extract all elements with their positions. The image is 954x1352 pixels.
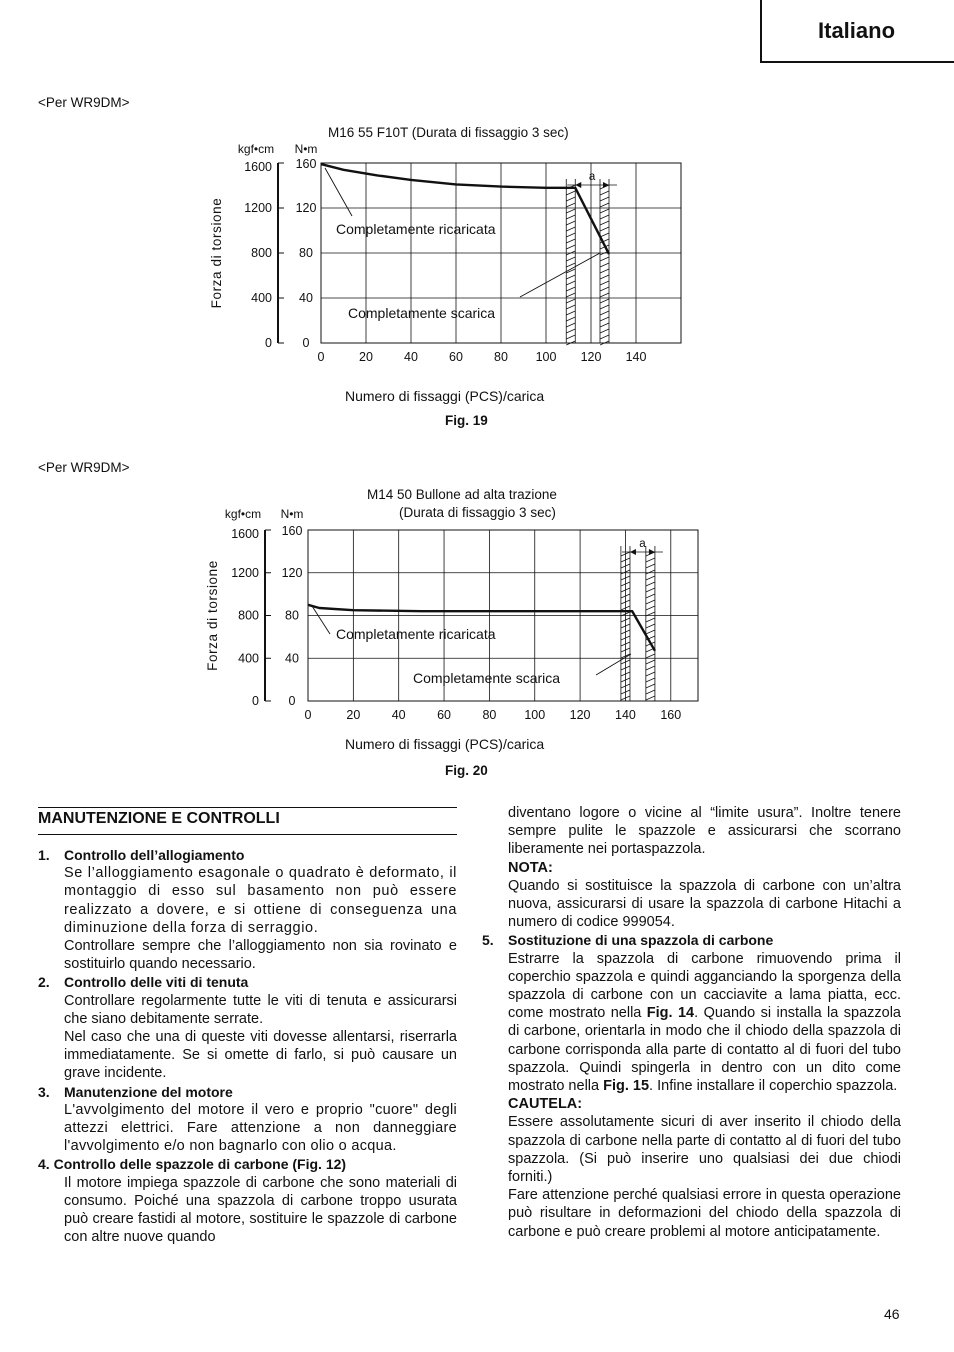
item-paragraph: Nel caso che una di queste viti dovesse allentarsi, riserrarla immediatamente. Se si omette di farlo, si può causare un grave incidente. (64, 1029, 457, 1082)
hatch-stroke (646, 654, 655, 658)
label-fully-discharged: Completamente scarica (348, 305, 496, 321)
item5-text-b: Quando si installa la spazzola di carbone, orientarla in modo che il chiodo della spazzola di carbone corrisponda alla parte di contatto al di fuori del tubo spazzola. Quindi spingerla in dentro con un dito come mostrato nella (508, 1005, 901, 1095)
item-number: 3. (38, 1083, 50, 1100)
y-tick-label-outer: 1200 (231, 565, 259, 580)
x-tick-label: 0 (317, 350, 325, 364)
section-bottom-rule (38, 834, 457, 835)
maintenance-item-4 (38, 1155, 457, 1246)
x-tick-label: 120 (580, 350, 602, 364)
leader-fully-charged (325, 168, 352, 216)
y-tick-label-outer: 1200 (244, 201, 272, 215)
hatch-stroke (600, 269, 609, 273)
hatch-stroke (646, 660, 655, 664)
chart-title: M14 50 Bullone ad alta trazione (367, 487, 557, 502)
item-paragraph: Il motore impiega spazzole di carbone che sono materiali di consumo. Poiché una spazzola di carbone troppo usurata può creare fastidi al motore, sostituire le spazzole di carbone con altre nuove quando (64, 1174, 457, 1246)
hatch-stroke (646, 696, 655, 700)
hatch-stroke (566, 221, 575, 225)
section-top-rule (38, 807, 457, 808)
x-tick-label: 20 (359, 350, 373, 364)
item-number: 2. (38, 974, 50, 991)
x-tick-label: 80 (482, 708, 497, 722)
hatch-stroke (566, 191, 575, 195)
hatch-stroke (600, 263, 609, 267)
hatch-stroke (566, 323, 575, 327)
brush-continuation: diventano logore o vicine al “limite usura”. Inoltre tenere sempre pulite le spazzole e assicurarsi che scorrano liberamente nei portaspazzola. (508, 805, 901, 858)
hatch-stroke (566, 311, 575, 315)
chart-title: M16 55 F10T (Durata di fissaggio 3 sec) (328, 125, 569, 140)
page-number: 46 (884, 1306, 900, 1322)
x-axis-label: Numero di fissaggi (PCS)/carica (345, 736, 545, 752)
hatch-stroke (566, 299, 575, 303)
item-heading: Controllo dell’allogiamento (64, 847, 245, 863)
hatch-stroke (600, 221, 609, 225)
x-tick-label: 40 (404, 350, 418, 364)
hatch-stroke (646, 618, 655, 622)
item5-text-c: Infine installare il coperchio spazzola. (657, 1078, 898, 1095)
item-number: 4. (38, 1156, 50, 1173)
hatch-stroke (646, 684, 655, 688)
hatch-stroke (646, 564, 655, 568)
hatch-stroke (646, 690, 655, 694)
cautela-label: CAUTELA (508, 1096, 578, 1113)
fig19-chart (0, 110, 954, 410)
item-heading: Controllo delle viti di tenuta (64, 974, 249, 991)
y-tick-label-inner: 160 (295, 157, 317, 171)
y-tick-label-outer: 800 (238, 608, 259, 623)
y-tick-label-outer: 800 (251, 246, 272, 260)
y-tick-label-inner: 40 (299, 291, 313, 305)
hatch-stroke (600, 323, 609, 327)
hatch-stroke (566, 281, 575, 285)
hatch-stroke (600, 329, 609, 333)
hatch-stroke (566, 263, 575, 267)
x-tick-label: 60 (449, 350, 463, 364)
hatch-stroke (600, 293, 609, 297)
x-tick-label: 40 (391, 708, 406, 722)
y-tick-label-outer: 1600 (231, 527, 259, 541)
hatch-stroke (600, 191, 609, 195)
y-axis-label: Forza di torsione (209, 197, 224, 309)
item-heading: Manutenzione del motore (64, 1083, 233, 1100)
language-label: Italiano (818, 18, 896, 43)
chart-subtitle: (Durata di fissaggio 3 sec) (399, 505, 556, 520)
maintenance-item-3 (38, 1083, 457, 1156)
fig20-model-note: <Per WR9DM> (38, 460, 130, 475)
right-column: diventano logore o vicine al “limite usura”. Inoltre tenere sempre pulite le spazzole e assicurarsi che scorrano liberamente nei portaspazzola. NOTA: Quando si sostituisce la spazzola di carbone con un’altra nuova, assicurarsi di usare la spazzola di carbone Hitachi a numero di codice 999054. 5. Sostituzione di una spazzola di carbone Estrarre la spazzola di carbone rimuovendo prima il coperchio spazzola e quindi agganciando la sporgenza della spazzola di carbone con un cacciavite a lama piatta, ecc. come mostrato nella Fig. 14. Quando si installa la spazzola di carbone, orientarla in modo che il chiodo della spazzola di carbone corrisponda alla parte di contatto al di fuori del tubo spazzola. Quindi spingerla in dentro con un dito come mostrato nella Fig. 15. Infine installare il coperchio spazzola. CAUTELA: Essere assolutamente sicuri di aver inserito il chiodo della spazzola di carbone nella parte di contatto al di fuori del tubo spazzola. (Si può inserire uno qualsiasi dei due chiodi forniti.) Fare attenzione perché qualsiasi errore in questa operazione può risultare in deformazioni del chiodo della spazzola di carbone e può creare problemi al motore anticipatamente. (482, 805, 901, 1240)
fig14-reference: Fig. 14 (646, 1005, 695, 1022)
hatch-stroke (566, 245, 575, 249)
y-tick-label-inner: 120 (295, 201, 317, 215)
label-fully-charged: Completamente ricaricata (336, 626, 496, 642)
hatch-stroke (646, 588, 655, 592)
hatch-stroke (566, 305, 575, 309)
fig15-reference: Fig. 15 (603, 1078, 650, 1095)
y-axis-label: Forza di torsione (205, 560, 220, 671)
hatch-stroke (646, 678, 655, 682)
hatch-stroke (600, 311, 609, 315)
hatch-stroke (600, 233, 609, 237)
item-paragraph: Controllare regolarmente tutte le viti di tenuta e assicurarsi che siano debitamente serrate. (64, 992, 457, 1027)
y-tick-label-inner: 80 (299, 246, 313, 260)
hatch-stroke (646, 576, 655, 580)
nota-text: Quando si sostituisce la spazzola di carbone con un’altra nuova, assicurarsi di usare la spazzola di carbone Hitachi a numero di codice 999054. (508, 877, 901, 931)
x-tick-label: 20 (346, 708, 361, 722)
hatch-stroke (646, 630, 655, 634)
hatch-stroke (600, 287, 609, 291)
hatch-stroke (600, 197, 609, 201)
hatch-stroke (600, 335, 609, 339)
item5-paragraph: Estrarre la spazzola di carbone rimuovendo prima il coperchio spazzola e quindi agganciando la sporgenza della spazzola di carbone con un cacciavite a lama piatta, ecc. come mostrato nella Fig. 14. Quando si installa la spazzola di carbone, orientarla in modo che il chiodo della spazzola di carbone corrisponda alla parte di contatto al di fuori del tubo spazzola. Quindi spingerla in dentro con un dito come mostrato nella Fig. 15. Infine installare il coperchio spazzola. (508, 950, 901, 1095)
x-tick-label: 140 (625, 350, 647, 364)
hatch-stroke (566, 287, 575, 291)
hatch-stroke (600, 281, 609, 285)
y-tick-label-outer: 1600 (244, 160, 272, 174)
y-tick-label-inner: 40 (285, 651, 299, 666)
y-unit-outer: kgf•cm (237, 142, 275, 156)
fig19-model-note: <Per WR9DM> (38, 95, 130, 110)
maintenance-item-1 (38, 846, 457, 973)
cautela-text-2: Fare attenzione perché qualsiasi errore in questa operazione può risultare in deformazioni del chiodo della spazzola di carbone e può creare problemi al motore anticipatamente. (508, 1187, 901, 1240)
dimension-label-a: a (639, 538, 646, 550)
hatch-stroke (646, 570, 655, 574)
left-column (38, 846, 457, 1246)
y-tick-label-outer: 0 (265, 336, 272, 350)
hatch-stroke (646, 558, 655, 562)
hatch-stroke (566, 209, 575, 213)
x-tick-label: 120 (569, 708, 591, 722)
fig19-caption: Fig. 19 (445, 413, 488, 428)
y-unit-inner: N•m (280, 507, 304, 521)
hatch-stroke (600, 275, 609, 279)
x-tick-label: 60 (437, 708, 451, 722)
x-axis-label: Numero di fissaggi (PCS)/carica (345, 388, 545, 404)
x-tick-label: 140 (615, 708, 636, 722)
label-fully-charged: Completamente ricaricata (336, 221, 496, 237)
hatch-stroke (646, 666, 655, 670)
y-tick-label-inner: 120 (281, 565, 303, 580)
item-number: 5. (482, 932, 494, 949)
item-heading: Controllo delle spazzole di carbone (Fig. 12) (53, 1156, 347, 1173)
hatch-stroke (566, 239, 575, 243)
hatch-stroke (646, 624, 655, 628)
item-heading: Sostituzione di una spazzola di carbone (508, 932, 774, 949)
y-tick-label-inner: 160 (281, 524, 303, 538)
cautela-text-1: Essere assolutamente sicuri di aver inserito il chiodo della spazzola di carbone nella parte di contatto al di fuori del tubo spazzola. (Si può inserire uno qualsiasi dei due chiodi forniti.) (508, 1114, 901, 1186)
item-number: 1. (38, 847, 50, 863)
y-tick-label-outer: 400 (251, 291, 272, 305)
hatch-stroke (566, 215, 575, 219)
x-tick-label: 80 (494, 350, 508, 364)
section-title: MANUTENZIONE E CONTROLLI (38, 810, 280, 827)
hatch-stroke (600, 317, 609, 321)
hatch-stroke (646, 606, 655, 610)
hatch-stroke (600, 257, 609, 261)
x-tick-label: 100 (524, 708, 546, 722)
language-tab (760, 0, 954, 63)
fig20-caption: Fig. 20 (445, 763, 488, 778)
hatch-stroke (600, 203, 609, 207)
leader-fully-charged (312, 606, 330, 634)
dimension-label-a: a (588, 171, 596, 183)
hatch-stroke (566, 233, 575, 237)
hatch-stroke (566, 317, 575, 321)
hatch-stroke (566, 257, 575, 261)
hatch-stroke (646, 594, 655, 598)
y-tick-label-inner: 0 (302, 336, 310, 350)
x-tick-label: 100 (535, 350, 557, 364)
fig20-chart (0, 476, 954, 766)
hatch-stroke (566, 335, 575, 339)
nota-label: NOTA (508, 859, 549, 876)
maintenance-item-2 (38, 973, 457, 1082)
y-tick-label-outer: 0 (252, 694, 259, 708)
hatch-stroke (646, 600, 655, 604)
hatch-stroke (600, 305, 609, 309)
x-tick-label: 160 (660, 708, 682, 722)
item-paragraph: L'avvolgimento del motore il vero e proprio "cuore" degli attezzi elettrici. Fare attenzione a non danneggiare l'avvolgimento e/o non bagnarlo con olio o acqua. (64, 1101, 457, 1155)
y-tick-label-inner: 80 (285, 608, 299, 623)
leader-fully-discharged (520, 253, 600, 297)
y-tick-label-outer: 400 (238, 651, 259, 666)
hatch-stroke (600, 209, 609, 213)
label-fully-discharged: Completamente scarica (413, 670, 561, 686)
hatch-stroke (600, 227, 609, 231)
item-paragraph: Se l’alloggiamento esagonale o quadrato è deformato, il montaggio di esso sul basamento non può essere realizzato a dovere, e si ottiene di conseguenza una diminuzione della forza di serraggio. (64, 865, 457, 936)
y-unit-outer: kgf•cm (224, 507, 262, 521)
y-tick-label-inner: 0 (288, 694, 296, 708)
hatch-stroke (566, 329, 575, 333)
hatch-stroke (566, 275, 575, 279)
hatch-stroke (566, 197, 575, 201)
x-tick-label: 0 (304, 708, 312, 722)
y-unit-inner: N•m (294, 142, 318, 156)
item-paragraph: Controllare sempre che l’alloggiamento non sia rovinato e sostituirlo quando necessario. (64, 938, 457, 973)
hatch-stroke (646, 672, 655, 676)
hatch-stroke (566, 227, 575, 231)
hatch-stroke (566, 293, 575, 297)
hatch-stroke (566, 203, 575, 207)
item5-text-a: Estrarre la spazzola di carbone rimuovendo prima il coperchio spazzola e quindi agganciando la sporgenza della spazzola di carbone con un cacciavite a lama piatta, ecc. come mostrato nella (508, 950, 901, 1022)
hatch-stroke (646, 582, 655, 586)
hatch-stroke (600, 215, 609, 219)
torque-curve (321, 164, 609, 254)
hatch-stroke (600, 299, 609, 303)
